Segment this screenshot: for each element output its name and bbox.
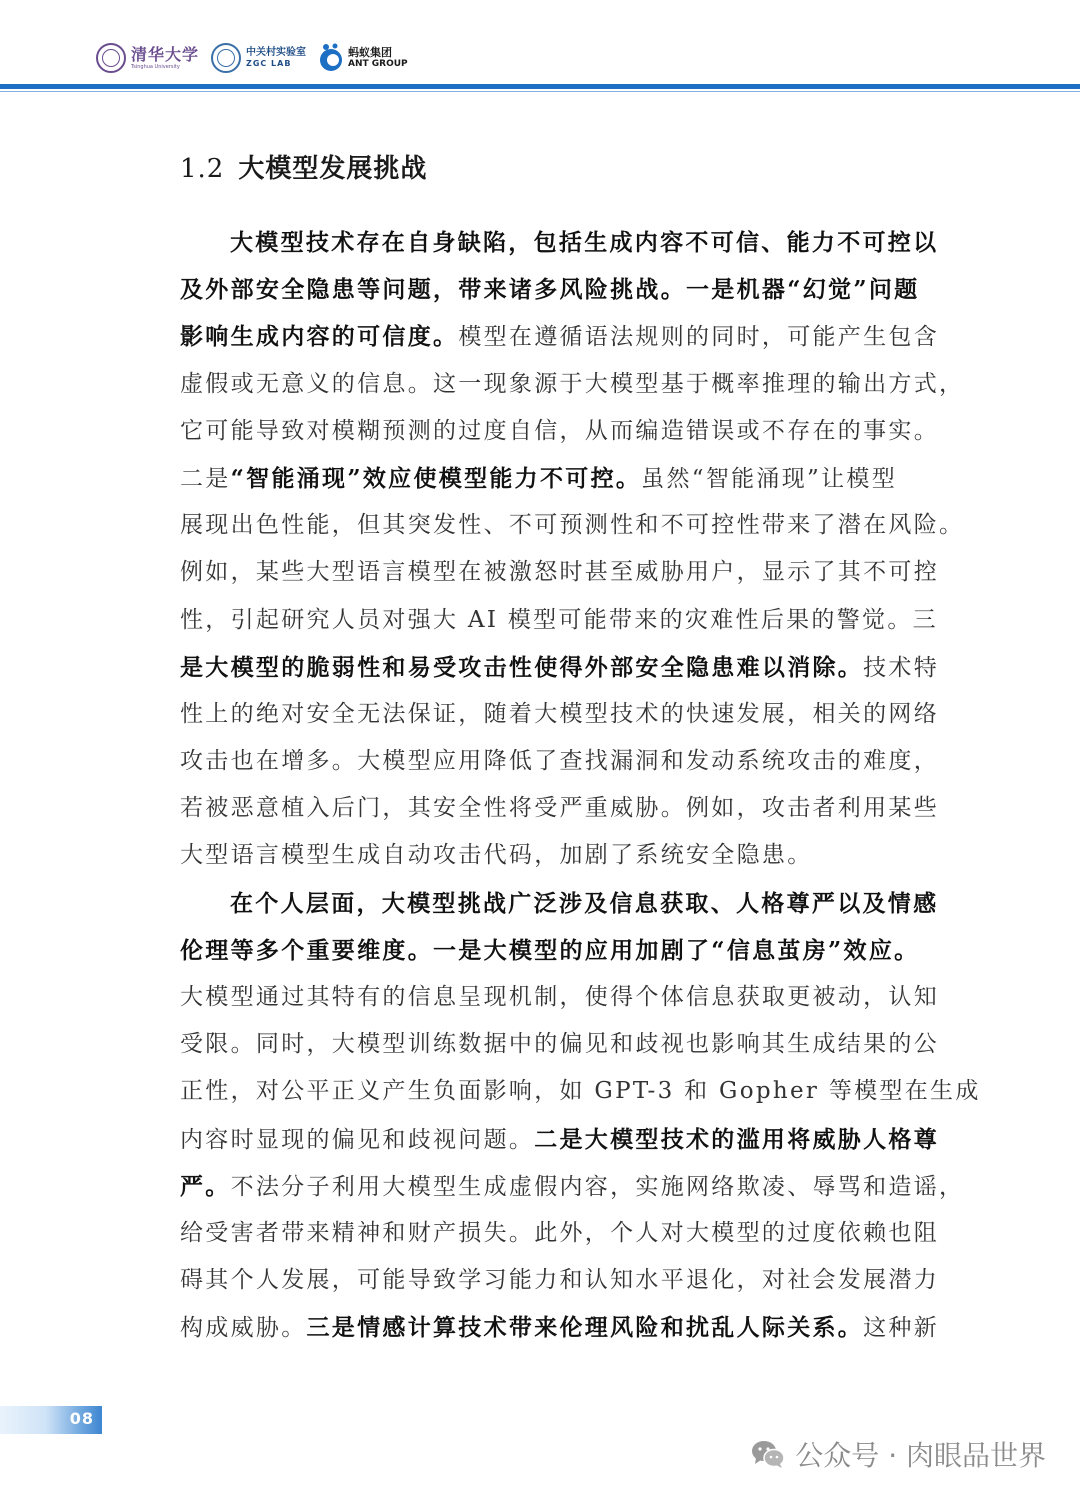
text-line — [180, 455, 932, 502]
bold-text-run: 在个人层面，大模型挑战广泛涉及信息获取、人格尊严以及情感 — [230, 889, 939, 917]
text-line — [180, 313, 940, 360]
text-line — [180, 408, 939, 455]
text-run: 碍其个人发展，可能导致学习能力和认知水平退化，对社会发展潜力 — [180, 1267, 939, 1294]
text-run: 二是 — [180, 465, 231, 492]
bold-text-run: 三是情感计算技术带来伦理风险和扰乱人际关系。 — [306, 1314, 864, 1342]
text-line — [180, 691, 939, 738]
text-run: 这种新 — [863, 1315, 940, 1342]
text-line — [180, 1116, 940, 1163]
tsinghua-seal-icon — [96, 43, 126, 73]
bold-text-run: 是大模型的脆弱性和易受攻击性使得外部安全隐患难以消除。 — [180, 653, 864, 681]
text-line — [180, 832, 932, 879]
text-line — [180, 1021, 939, 1068]
text-line — [180, 502, 965, 549]
tsinghua-name: 清华大学 — [131, 45, 200, 64]
bold-text-run: 及外部安全隐患等问题，带来诸多风险挑战。一是机器“幻觉”问题 — [180, 276, 920, 304]
section-number: 1.2 — [180, 154, 225, 184]
text-line — [180, 644, 940, 691]
bold-text-run: 影响生成内容的可信度。 — [180, 323, 459, 351]
text-run: 性，引起研究人员对强大 AI 模型可能带来的灾难性后果的警觉。三 — [180, 606, 938, 633]
text-run: 它可能导致对模糊预测的过度自信，从而编造错误或不存在的事实。 — [180, 417, 939, 444]
tsinghua-logo — [96, 43, 199, 73]
text-run: 正性，对公平正义产生负面影响，如 GPT-3 和 Gopher 等模型在生成 — [180, 1078, 981, 1105]
header-rule — [0, 84, 1080, 89]
text-line — [180, 1068, 981, 1115]
zgc-en: ZGC LAB — [246, 59, 292, 68]
text-line — [180, 1304, 940, 1351]
bold-text-run: 伦理等多个重要维度。一是大模型的应用加剧了“信息茧房”效应。 — [180, 936, 920, 964]
text-line — [180, 219, 939, 266]
ant-group-logo — [318, 43, 408, 73]
bold-text-run: “智能涌现”效应使模型能力不可控。 — [230, 464, 642, 492]
text-run: 虽然“智能涌现”让模型 — [641, 465, 897, 492]
text-run: 技术特 — [863, 654, 940, 681]
text-run: 不法分子利用大模型生成虚假内容，实施网络欺凌、辱骂和造谣， — [230, 1173, 965, 1200]
text-run: 展现出色性能，但其突发性、不可预测性和不可控性带来了潜在风险。 — [180, 512, 965, 539]
zgc-seal-icon — [211, 43, 241, 73]
text-line — [180, 1210, 939, 1257]
text-run: 攻击也在增多。大模型应用降低了查找漏洞和发动系统攻击的难度， — [180, 748, 939, 775]
watermark-text: 公众号 · 肉眼品世界 — [795, 1439, 1046, 1472]
text-line — [180, 266, 932, 313]
header-rule-thin — [0, 91, 1080, 92]
text-run: 给受害者带来精神和财产损失。此外，个人对大模型的过度依赖也阻 — [180, 1219, 939, 1246]
text-line — [180, 549, 939, 596]
bold-text-run: 严。 — [180, 1172, 231, 1200]
text-line — [180, 738, 939, 785]
text-run: 例如，某些大型语言模型在被激怒时甚至威胁用户，显示了其不可控 — [180, 559, 939, 586]
ant-logo-icon — [318, 43, 344, 73]
wechat-icon — [751, 1439, 785, 1469]
text-line — [180, 361, 965, 408]
partner-logos — [96, 38, 420, 78]
text-run: 虚假或无意义的信息。这一现象源于大模型基于概率推理的输出方式， — [180, 370, 965, 397]
text-line — [180, 927, 932, 974]
ant-name: 蚂蚁集团 — [348, 46, 393, 59]
text-run: 构成威胁。 — [180, 1315, 307, 1342]
text-run: 受限。同时，大模型训练数据中的偏见和歧视也影响其生成结果的公 — [180, 1031, 939, 1058]
watermark — [751, 1434, 1046, 1474]
text-run: 内容时显现的偏见和歧视问题。 — [180, 1126, 535, 1153]
text-run: 大模型通过其特有的信息呈现机制，使得个体信息获取更被动，认知 — [180, 984, 939, 1010]
text-line — [180, 597, 938, 644]
ant-en: ANT GROUP — [348, 59, 408, 69]
text-run: 若被恶意植入后门，其安全性将受严重威胁。例如，攻击者利用某些 — [180, 795, 939, 822]
section-title-text: 大模型发展挑战 — [238, 154, 428, 184]
zgc-name: 中关村实验室 — [246, 47, 307, 58]
bold-text-run: 二是大模型技术的滥用将威胁人格尊 — [534, 1125, 940, 1153]
section-title — [180, 148, 427, 185]
zgc-lab-logo — [211, 43, 306, 73]
page-number-bar — [0, 1406, 102, 1434]
page-number: 08 — [69, 1409, 94, 1428]
bold-text-run: 大模型技术存在自身缺陷，包括生成内容不可信、能力不可控以 — [230, 229, 939, 256]
text-line — [180, 785, 939, 832]
text-line — [180, 1257, 939, 1304]
tsinghua-en: Tsinghua University — [131, 64, 180, 70]
text-line — [180, 1163, 965, 1210]
page-header — [0, 0, 1080, 96]
text-line — [180, 974, 939, 1021]
text-line — [180, 880, 939, 927]
body-text — [180, 219, 981, 1352]
text-run: 性上的绝对安全无法保证，随着大模型技术的快速发展，相关的网络 — [180, 700, 939, 727]
text-run: 大型语言模型生成自动攻击代码，加剧了系统安全隐患。 — [180, 842, 813, 869]
text-run: 模型在遵循语法规则的同时，可能产生包含 — [458, 324, 940, 351]
